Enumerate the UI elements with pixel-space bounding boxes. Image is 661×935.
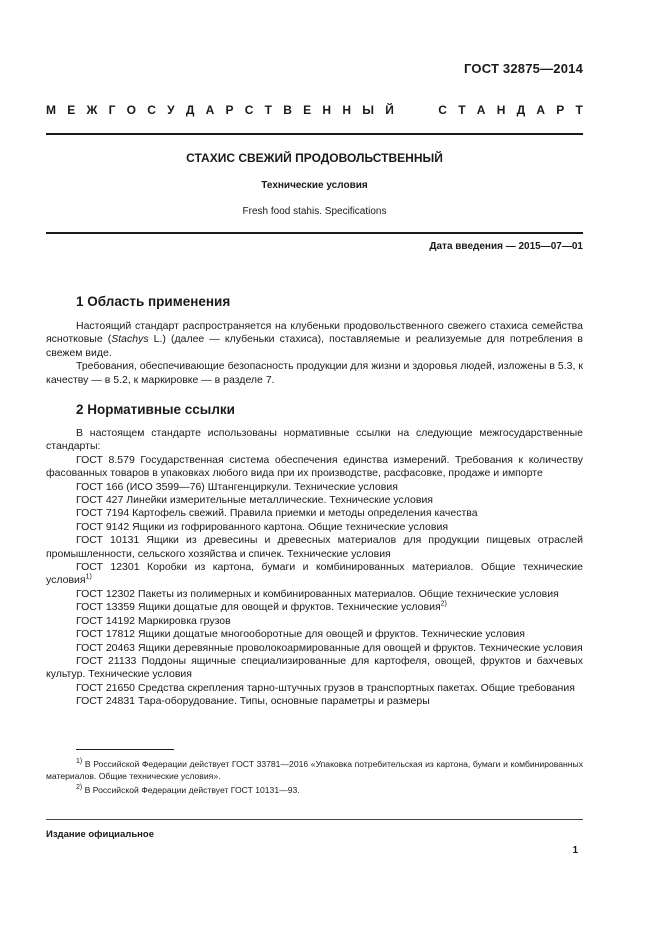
header-letter: Й [385, 103, 394, 117]
footnote-reference: 2) [440, 600, 447, 608]
reference-item [46, 601, 583, 614]
reference-item [46, 507, 583, 520]
reference-item [46, 628, 583, 641]
english-title: Fresh food stahis. Specifications [242, 206, 387, 217]
header-letter: С [147, 103, 156, 117]
reference-text: ГОСТ 12302 Пакеты из полимерных и комбинированных материалов. Общие технические условия [76, 587, 559, 600]
section-2-body [46, 427, 583, 709]
header-letter: В [283, 103, 292, 117]
footnote-mark: 1) [76, 758, 83, 766]
document-title: СТАХИС СВЕЖИЙ ПРОДОВОЛЬСТВЕННЫЙ [186, 151, 443, 165]
paragraph-text: L.) (далее — клубеньки стахиса), поставляемые и реализуемые для потребления в свежем виде. [46, 333, 583, 359]
header-letter: С [244, 103, 254, 117]
title-rule [46, 232, 583, 234]
page-number: 1 [572, 845, 578, 856]
reference-text: ГОСТ 7194 Картофель свежий. Правила приемки и методы определения качества [76, 507, 478, 520]
header-letter: Ж [86, 103, 98, 117]
latin-name: Stachys [111, 333, 149, 346]
header-letter: М [46, 103, 56, 117]
reference-item [46, 615, 583, 628]
header-letter: Т [458, 103, 466, 117]
header-letter: С [438, 103, 447, 117]
section-1-paragraph-1 [46, 320, 583, 360]
footnote-rule [76, 749, 174, 750]
reference-text: ГОСТ 20463 Ящики деревянные проволокоармированные для овощей и фруктов. Технические условия [76, 641, 583, 654]
header-letter: Ы [362, 103, 374, 117]
reference-text: ГОСТ 9142 Ящики из гофрированного картона. Общие технические условия [76, 520, 449, 533]
top-rule [46, 133, 583, 135]
section-2-intro: В настоящем стандарте использованы нормативные ссылки на следующие межгосударственные стандарты: [46, 427, 583, 453]
section-1-paragraph-2: Требования, обеспечивающие безопасность продукции для жизни и здоровья людей, изложены в 5.3, к качеству — в 5.2, к маркировке — в разделе 7. [46, 360, 583, 386]
reference-item [46, 521, 583, 534]
header-letter: Т [264, 103, 273, 117]
paragraph-text: Настоящий стандарт распространяется на клубеньки продовольственного свежего стахиса семейства яснотковые ( [46, 320, 583, 346]
section-1-heading: 1 Область применения [76, 294, 231, 309]
reference-text: ГОСТ 10131 Ящики из древесины и древесных материалов для продукции пищевых отраслей промышленности, сельского хозяйства и спичек. Технические условия [46, 534, 583, 560]
reference-item [46, 655, 583, 682]
reference-item [46, 561, 583, 588]
reference-item [46, 642, 583, 655]
reference-text: ГОСТ 427 Линейки измерительные металлические. Технические условия [76, 494, 433, 507]
standard-number: ГОСТ 32875—2014 [464, 61, 583, 76]
section-2-heading: 2 Нормативные ссылки [76, 402, 235, 417]
header-letter: Д [185, 103, 195, 117]
header-letter: Г [108, 103, 116, 117]
header-letter: Е [303, 103, 312, 117]
reference-item [46, 494, 583, 507]
footnote-reference: 1) [85, 573, 92, 581]
header-letter: Р [225, 103, 234, 117]
header-letter: Р [556, 103, 565, 117]
section-1-body [46, 320, 583, 387]
reference-text: ГОСТ 21650 Средства скрепления тарно-штучных грузов в транспортных пакетах. Общие требования [76, 681, 575, 694]
footer-rule [46, 819, 583, 820]
header-word-gap [405, 103, 427, 117]
reference-item [46, 695, 583, 708]
header-letter: О [126, 103, 136, 117]
reference-text: ГОСТ 12301 Коробки из картона, бумаги и комбинированных материалов. Общие технические условия [46, 561, 583, 587]
header-letter: А [205, 103, 215, 117]
reference-item [46, 588, 583, 601]
footnote-text: В Российской Федерации действует ГОСТ 10131—93. [82, 785, 300, 795]
interstate-standard-header [46, 103, 583, 117]
footnote-text: В Российской Федерации действует ГОСТ 33781—2016 «Упаковка потребительская из картона, бумаги и комбинированных материалов. Общие технические условия». [46, 759, 583, 781]
reference-item [46, 682, 583, 695]
reference-item [46, 454, 583, 481]
reference-text: ГОСТ 8.579 Государственная система обеспечения единства измерений. Требования к количеству фасованных товаров в упаковках любого вида при их производстве, расфасовке, продаже и импорте [46, 453, 583, 480]
header-letter: Н [342, 103, 351, 117]
document-subtitle: Технические условия [261, 180, 368, 191]
header-letter: Н [496, 103, 506, 117]
header-letter: А [476, 103, 486, 117]
footnote-2 [46, 784, 583, 796]
reference-text: ГОСТ 166 (ИСО 3599—76) Штангенциркули. Технические условия [76, 480, 398, 493]
reference-text: ГОСТ 24831 Тара-оборудование. Типы, основные параметры и размеры [76, 695, 430, 708]
header-letter: Т [575, 103, 583, 117]
header-letter: А [536, 103, 546, 117]
header-letter: У [167, 103, 175, 117]
header-letter: Д [516, 103, 526, 117]
header-letter: Е [67, 103, 76, 117]
reference-item [46, 481, 583, 494]
reference-text: ГОСТ 17812 Ящики дощатые многооборотные для овощей и фруктов. Технические условия [76, 628, 525, 641]
footnote-1 [46, 758, 583, 782]
reference-text: ГОСТ 21133 Поддоны ящичные специализированные для картофеля, овощей, фруктов и бахчевых культур. Технические условия [46, 654, 583, 681]
reference-item [46, 534, 583, 561]
footnote-mark: 2) [76, 784, 83, 792]
official-edition-label: Издание официальное [46, 829, 154, 840]
header-letter: Н [322, 103, 332, 117]
reference-text: ГОСТ 14192 Маркировка грузов [76, 614, 231, 627]
introduction-date: Дата введения — 2015—07—01 [429, 241, 583, 252]
reference-text: ГОСТ 13359 Ящики дощатые для овощей и фруктов. Технические условия [76, 601, 441, 614]
